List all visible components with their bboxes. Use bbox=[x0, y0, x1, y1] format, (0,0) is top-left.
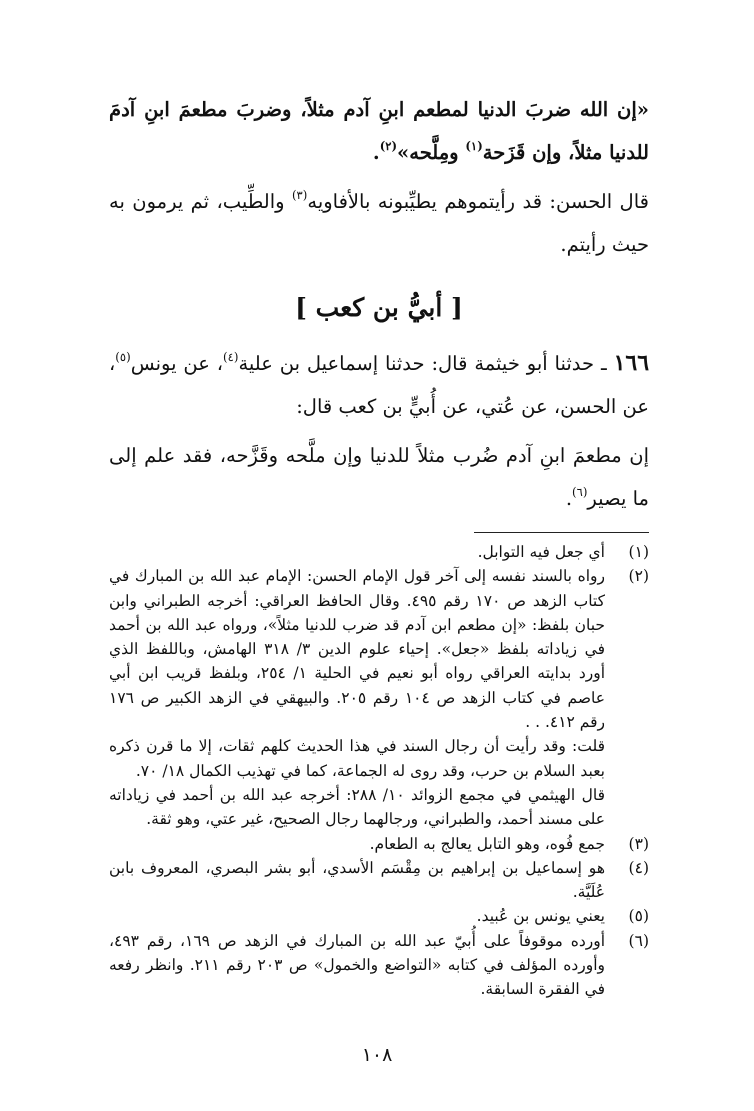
hasan-text-rest: والطِّيب، ثم يرمون به حيث رأيتم. bbox=[109, 190, 649, 256]
page-number: ١٠٨ bbox=[361, 1044, 393, 1066]
footnote-text: رواه بالسند نفسه إلى آخر قول الإمام الحسن: الإمام عبد الله بن المبارك في كتاب الزهد ص ١٧٠ رقم ٤٩٥. وقال الحافظ العراقي: أخرجه الطبراني وابن حبان بلفظ: «إن مطعم ابن آدم قد ضرب للدنيا مثلاً»، ورواه عبد الله بن أحمد في زياداته بلفظ «جعل». إحياء علوم الدين ٣/ ٣١٨ الهامش، وباللفظ الذي أورد بدايته العراقي رواه أبو نعيم في الحلية ١/ ٢٥٤، وبلفظ قريب ابن أبي عاصم في كتاب الزهد ص ١٠٤ رقم ٢٠٥. والبيهقي في الزهد الكبير ص ١٧٦ رقم ٤١٢. . . bbox=[109, 567, 606, 732]
hadith-chain-part1: ـ حدثنا أبو خيثمة قال: حدثنا إسماعيل بن علية bbox=[238, 352, 614, 375]
footnote-number: (٣) bbox=[628, 834, 649, 853]
quote-text: «إن الله ضربَ الدنيا لمطعم ابنِ آدم مثلاً، وضربَ مطعمَ ابنِ آدمَ للدنيا مثلاً، وإن قَزَحة bbox=[109, 98, 649, 164]
footnote-number: (٥) bbox=[628, 907, 649, 926]
footnote-number: (١) bbox=[628, 543, 649, 561]
hadith-chain-paragraph bbox=[109, 342, 649, 428]
footnotes bbox=[109, 540, 649, 1002]
footnote-1 bbox=[109, 540, 649, 564]
footnote-text: أي جعل فيه التوابل. bbox=[477, 543, 605, 561]
footnote-number: (٢) bbox=[628, 567, 649, 586]
hadith-text-paragraph bbox=[109, 434, 649, 520]
footnote-2-continued-b bbox=[109, 783, 649, 832]
hasan-text: قال الحسن: قد رأيتموهم يطيِّبونه بالأفاويه bbox=[307, 190, 649, 213]
footnote-2-continued-a bbox=[109, 734, 649, 783]
section-heading: [ أبيُّ بن كعب ] bbox=[295, 293, 463, 322]
footnote-text: قال الهيثمي في مجمع الزوائد ١٠/ ٢٨٨: أخرجه عبد الله بن أحمد في زياداته على مسند أحمد، والطبراني، ورجالهما رجال الصحيح، غير عتي، وهو ثقة. bbox=[109, 785, 605, 829]
footnote-separator bbox=[474, 532, 649, 533]
footnote-3 bbox=[109, 832, 649, 856]
footnote-ref-5: (٥) bbox=[115, 349, 131, 364]
footnote-text: قلت: وقد رأيت أن رجال السند في هذا الحديث كلهم ثقات، إلا ما قرن ذكره بعبد السلام بن حرب، وقد روى له الجماعة، كما في تهذيب الكمال ١٨/ ٧٠. bbox=[109, 737, 605, 780]
footnote-text: أورده موقوفاً على أُبيّ عبد الله بن المبارك في الزهد ص ١٦٩، رقم ٤٩٣، وأورده المؤلف في كتابه «التواضع والخمول» ص ٢٠٣ رقم ٢١١. وانظر رفعه في الفقرة السابقة. bbox=[109, 931, 605, 999]
quote-text-end: . bbox=[372, 141, 380, 164]
footnote-number: (٤) bbox=[628, 858, 649, 877]
hadith-number: ١٦٦ bbox=[613, 350, 650, 376]
footnote-ref-2: (٢) bbox=[379, 138, 398, 153]
footnote-ref-6: (٦) bbox=[572, 484, 588, 499]
hadith-chain-part3: ، عن الحسن، عن عُتي، عن أُبيٍّ بن كعب قال: bbox=[109, 352, 649, 418]
footnote-5 bbox=[109, 904, 649, 928]
footnote-text: يعني يونس بن عُبيد. bbox=[476, 907, 605, 926]
footnote-text: جمع فُوه، وهو التابل يعالج به الطعام. bbox=[369, 834, 605, 853]
footnote-ref-3: (٣) bbox=[291, 187, 308, 202]
footnote-2 bbox=[109, 564, 649, 734]
hasan-paragraph bbox=[109, 180, 649, 266]
hadith-chain-part2: ، عن يونس bbox=[130, 352, 224, 375]
footnote-ref-1: (١) bbox=[465, 138, 483, 153]
hadith-body: إن مطعمَ ابنِ آدم ضُرب مثلاً للدنيا وإن ملَّحه وقَزَّحه، فقد علم إلى ما يصير bbox=[109, 444, 649, 510]
hadith-body-end: . bbox=[565, 487, 573, 510]
footnote-4 bbox=[109, 856, 649, 905]
footnote-text: هو إسماعيل بن إبراهيم بن مِقْسَم الأسدي، أبو بشر البصري، المعروف بابن عُلَيَّة. bbox=[109, 858, 605, 902]
footnote-number: (٦) bbox=[628, 931, 649, 950]
quote-text-mid: ومِلَّحه» bbox=[397, 141, 466, 164]
hadith-quote-paragraph bbox=[109, 88, 649, 174]
footnote-ref-4: (٤) bbox=[223, 349, 239, 364]
footnote-6 bbox=[109, 929, 649, 1002]
